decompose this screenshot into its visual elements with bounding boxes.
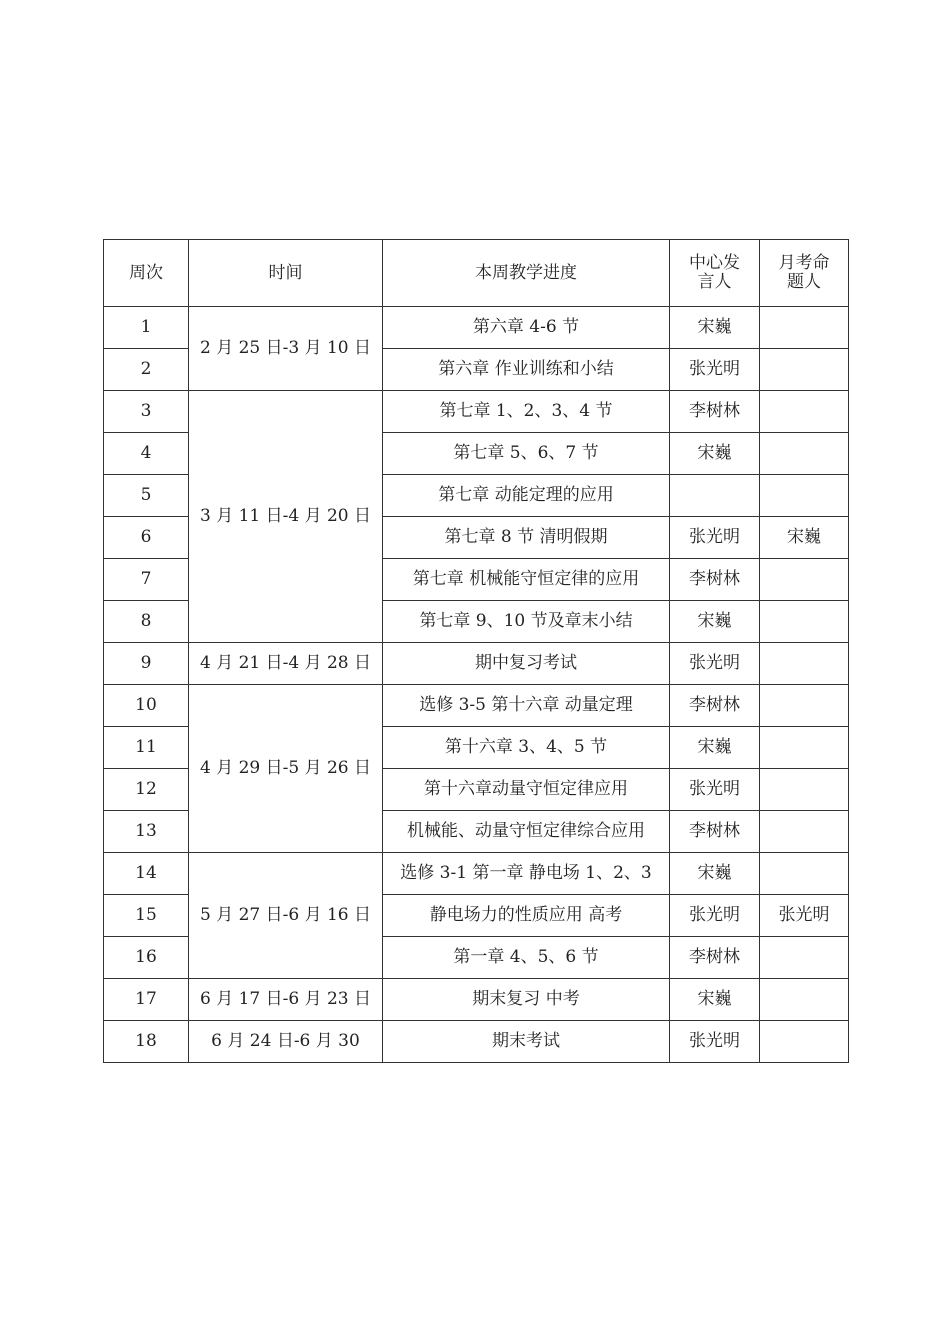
cell-progress: 第一章 4、5、6 节	[383, 937, 670, 979]
cell-examiner	[760, 769, 849, 811]
header-progress: 本周教学进度	[383, 240, 670, 307]
cell-week: 5	[104, 475, 189, 517]
cell-examiner: 宋巍	[760, 517, 849, 559]
cell-progress: 第七章 1、2、3、4 节	[383, 391, 670, 433]
table-row	[104, 979, 849, 1021]
cell-week: 16	[104, 937, 189, 979]
cell-progress: 静电场力的性质应用 高考	[383, 895, 670, 937]
cell-progress: 第七章 9、10 节及章末小结	[383, 601, 670, 643]
cell-examiner	[760, 601, 849, 643]
table-row	[104, 643, 849, 685]
cell-examiner	[760, 853, 849, 895]
cell-progress: 机械能、动量守恒定律综合应用	[383, 811, 670, 853]
cell-progress: 期中复习考试	[383, 643, 670, 685]
cell-week: 12	[104, 769, 189, 811]
cell-progress: 第七章 机械能守恒定律的应用	[383, 559, 670, 601]
header-speaker: 中心发言人	[670, 240, 760, 307]
cell-examiner	[760, 937, 849, 979]
cell-speaker: 宋巍	[670, 307, 760, 349]
cell-examiner	[760, 811, 849, 853]
cell-examiner: 张光明	[760, 895, 849, 937]
cell-progress: 第七章 动能定理的应用	[383, 475, 670, 517]
cell-examiner	[760, 349, 849, 391]
cell-week: 4	[104, 433, 189, 475]
header-week: 周次	[104, 240, 189, 307]
cell-week: 6	[104, 517, 189, 559]
cell-week: 8	[104, 601, 189, 643]
cell-week: 2	[104, 349, 189, 391]
cell-week: 9	[104, 643, 189, 685]
cell-time-period: 4 月 29 日-5 月 26 日	[189, 685, 383, 853]
cell-progress: 第七章 5、6、7 节	[383, 433, 670, 475]
header-time: 时间	[189, 240, 383, 307]
table-header-row	[104, 240, 849, 307]
cell-progress: 期末复习 中考	[383, 979, 670, 1021]
cell-speaker: 张光明	[670, 517, 760, 559]
cell-examiner	[760, 727, 849, 769]
cell-speaker: 李树林	[670, 937, 760, 979]
cell-time-period: 6 月 17 日-6 月 23 日	[189, 979, 383, 1021]
cell-speaker: 张光明	[670, 1021, 760, 1063]
cell-progress: 第十六章动量守恒定律应用	[383, 769, 670, 811]
header-examiner: 月考命题人	[760, 240, 849, 307]
cell-time-period: 2 月 25 日-3 月 10 日	[189, 307, 383, 391]
cell-week: 11	[104, 727, 189, 769]
cell-time-period: 3 月 11 日-4 月 20 日	[189, 391, 383, 643]
cell-speaker: 宋巍	[670, 727, 760, 769]
cell-week: 18	[104, 1021, 189, 1063]
table-row	[104, 391, 849, 433]
cell-week: 15	[104, 895, 189, 937]
cell-time-period: 4 月 21 日-4 月 28 日	[189, 643, 383, 685]
cell-examiner	[760, 979, 849, 1021]
cell-examiner	[760, 391, 849, 433]
cell-progress: 第六章 4-6 节	[383, 307, 670, 349]
cell-progress: 选修 3-1 第一章 静电场 1、2、3	[383, 853, 670, 895]
cell-speaker: 张光明	[670, 895, 760, 937]
cell-examiner	[760, 685, 849, 727]
cell-speaker: 李树林	[670, 391, 760, 433]
cell-progress: 第六章 作业训练和小结	[383, 349, 670, 391]
cell-speaker: 宋巍	[670, 433, 760, 475]
cell-progress: 选修 3-5 第十六章 动量定理	[383, 685, 670, 727]
cell-week: 13	[104, 811, 189, 853]
cell-speaker: 李树林	[670, 559, 760, 601]
cell-speaker: 宋巍	[670, 601, 760, 643]
cell-week: 1	[104, 307, 189, 349]
cell-examiner	[760, 433, 849, 475]
cell-examiner	[760, 559, 849, 601]
cell-week: 7	[104, 559, 189, 601]
table-row	[104, 307, 849, 349]
cell-examiner	[760, 643, 849, 685]
cell-week: 17	[104, 979, 189, 1021]
table-body	[104, 307, 849, 1063]
cell-week: 3	[104, 391, 189, 433]
cell-week: 14	[104, 853, 189, 895]
table-row	[104, 853, 849, 895]
cell-examiner	[760, 307, 849, 349]
cell-speaker: 张光明	[670, 349, 760, 391]
cell-time-period: 5 月 27 日-6 月 16 日	[189, 853, 383, 979]
cell-progress: 期末考试	[383, 1021, 670, 1063]
cell-examiner	[760, 475, 849, 517]
cell-time-period: 6 月 24 日-6 月 30	[189, 1021, 383, 1063]
cell-speaker	[670, 475, 760, 517]
cell-speaker: 张光明	[670, 769, 760, 811]
cell-progress: 第七章 8 节 清明假期	[383, 517, 670, 559]
cell-speaker: 张光明	[670, 643, 760, 685]
cell-speaker: 宋巍	[670, 853, 760, 895]
cell-progress: 第十六章 3、4、5 节	[383, 727, 670, 769]
cell-examiner	[760, 1021, 849, 1063]
table-row	[104, 685, 849, 727]
schedule-table	[103, 239, 849, 1063]
cell-speaker: 李树林	[670, 811, 760, 853]
cell-speaker: 宋巍	[670, 979, 760, 1021]
cell-speaker: 李树林	[670, 685, 760, 727]
table-row	[104, 1021, 849, 1063]
cell-week: 10	[104, 685, 189, 727]
